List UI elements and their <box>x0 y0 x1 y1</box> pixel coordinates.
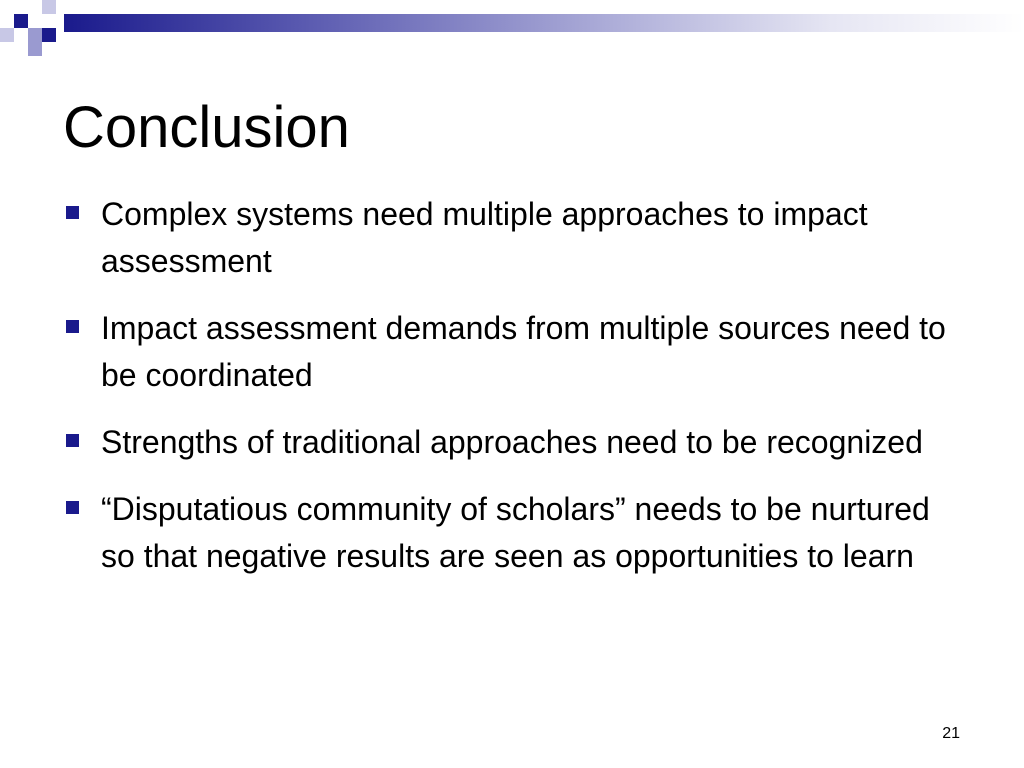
bullet-text: Impact assessment demands from multiple sources need to be coordinated <box>101 310 946 393</box>
square-bullet-icon <box>66 320 79 333</box>
header-decoration-square <box>0 28 14 42</box>
header-decoration-square <box>28 28 42 42</box>
bullet-text: “Disputatious community of scholars” needs to be nurtured so that negative results are seen as opportunities to learn <box>101 491 930 574</box>
slide-title: Conclusion <box>63 95 350 160</box>
header-gradient-bar <box>64 14 1024 32</box>
bullet-text: Complex systems need multiple approaches to impact assessment <box>101 196 868 279</box>
header-decoration-square <box>42 28 56 42</box>
page-number: 21 <box>942 725 960 742</box>
bullet-item <box>64 419 964 466</box>
bullet-list <box>64 191 964 600</box>
square-bullet-icon <box>66 206 79 219</box>
header-decoration-square <box>14 14 28 28</box>
bullet-item <box>64 191 964 285</box>
square-bullet-icon <box>66 501 79 514</box>
header-decoration-square <box>28 42 42 56</box>
bullet-item <box>64 305 964 399</box>
bullet-text: Strengths of traditional approaches need to be recognized <box>101 424 923 460</box>
bullet-item <box>64 486 964 580</box>
header-decoration-square <box>42 0 56 14</box>
square-bullet-icon <box>66 434 79 447</box>
